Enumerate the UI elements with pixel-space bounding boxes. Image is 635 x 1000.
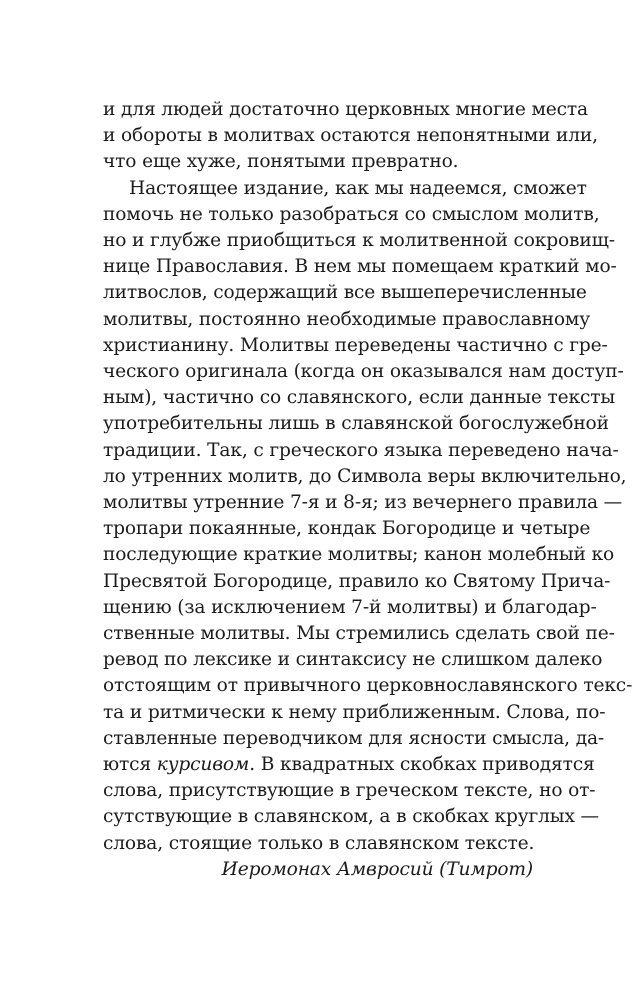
text-line: отстоящим от привычного церковнославянского текс-	[103, 675, 633, 697]
text-line: ло утренних молитв, до Символа веры включительно,	[103, 465, 627, 487]
text-segment: ются	[103, 754, 157, 776]
text-line: слова, стоящие только в славянском тексте.	[103, 832, 535, 854]
text-line: молитвы, постоянно необходимые православному	[103, 308, 591, 330]
text-line: литвослов, содержащий все вышеперечисленные	[103, 282, 587, 304]
text-line: та и ритмически к нему приближенным. Слова, по-	[103, 701, 606, 723]
text-line: ревод по лексике и синтаксису не слишком далеко	[103, 649, 603, 671]
text-line: Пресвятой Богородице, правило ко Святому Прича-	[103, 570, 611, 592]
text-line: ставленные переводчиком для ясности смысла, да-	[103, 727, 605, 749]
text-line: употребительны лишь в славянской богослужебной	[103, 413, 609, 435]
text-line: ным), частично со славянского, если данные тексты	[103, 387, 616, 409]
text-line: последующие краткие молитвы; канон молебный ко	[103, 544, 615, 566]
page-text	[103, 97, 633, 883]
text-line: и для людей достаточно церковных многие места	[103, 99, 588, 120]
italic-word: курсивом	[156, 754, 250, 776]
text-line: христианину. Молитвы переведены частично с гре-	[103, 334, 608, 356]
text-line: традиции. Так, с греческого языка переведено нача-	[103, 439, 619, 461]
text-line: и обороты в молитвах остаются непонятными или,	[103, 125, 598, 147]
text-line: ственные молитвы. Мы стремились сделать свой пе-	[103, 623, 615, 645]
text-line-with-italic	[103, 752, 595, 778]
text-line: помочь не только разобраться со смыслом молитв,	[103, 203, 600, 225]
paragraph-first-line: Настоящее издание, как мы надеемся, сможет	[129, 177, 587, 199]
text-segment: . В квадратных скобках приводятся	[249, 754, 595, 776]
text-line: сутствующие в славянском, а в скобках круглых —	[103, 806, 599, 828]
text-line: щению (за исключением 7-й молитвы) и благодар-	[103, 596, 597, 618]
text-line: но и глубже приобщиться к молитвенной сокровищ-	[103, 230, 615, 252]
text-line: слова, присутствующие в греческом тексте, но от-	[103, 780, 596, 802]
text-line: молитвы утренние 7-я и 8-я; из вечернего правила —	[103, 492, 623, 514]
text-line: тропари покаянные, кондак Богородице и четыре	[103, 518, 591, 540]
signature: Иеромонах Амвросий (Тимрот)	[221, 858, 533, 880]
text-line: что еще хуже, понятыми превратно.	[103, 151, 459, 173]
text-line: ческого оригинала (когда он оказывался нам доступ-	[103, 361, 624, 383]
text-line: нице Православия. В нем мы помещаем краткий мо-	[103, 256, 617, 278]
